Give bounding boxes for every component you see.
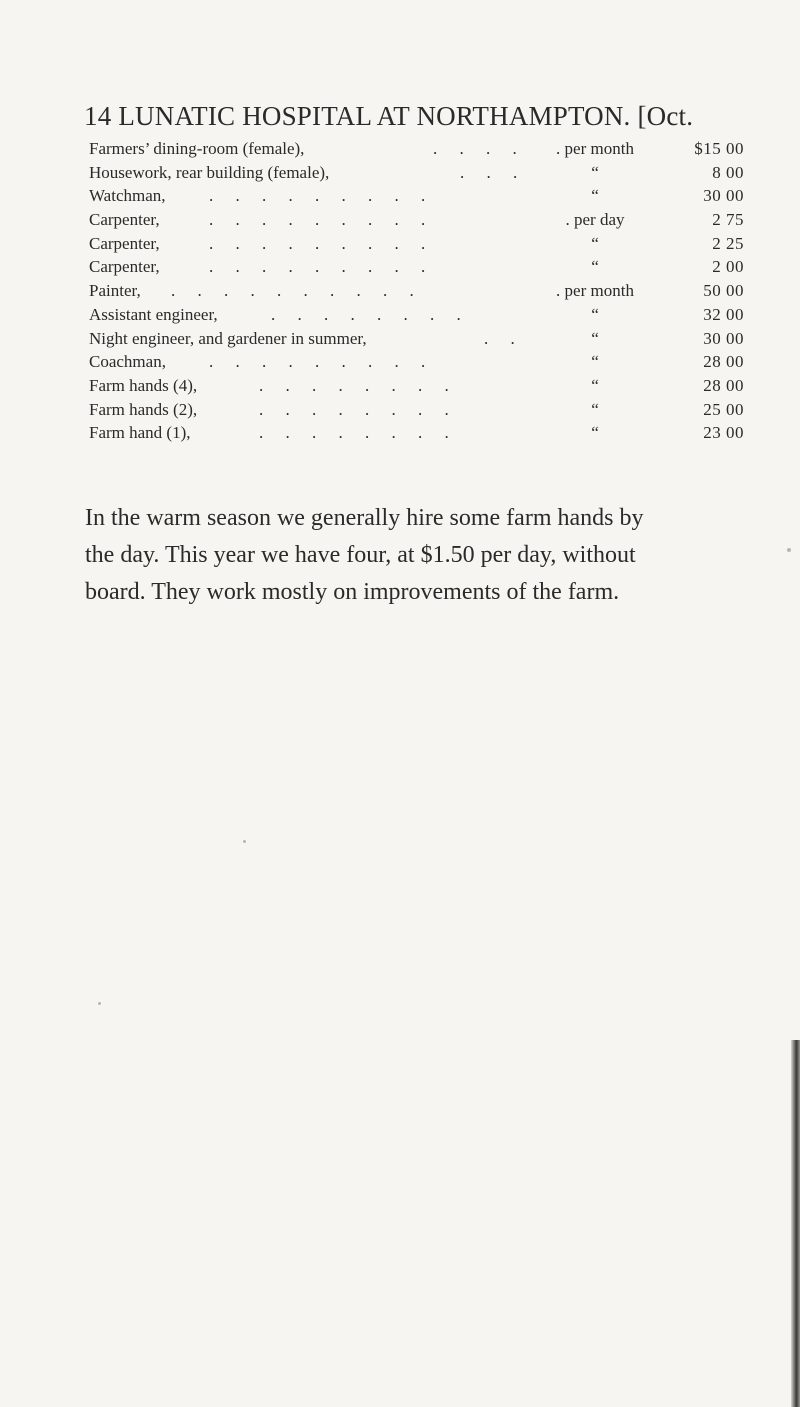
row-leader-dots: . . . . . . . . bbox=[259, 399, 458, 419]
row-rate: “ bbox=[591, 423, 599, 443]
row-amount: 50 00 bbox=[703, 281, 744, 301]
table-row bbox=[89, 255, 744, 279]
paragraph-line: the day. This year we have four, at $1.50 per day, without bbox=[85, 542, 636, 568]
row-label: Housework, rear building (female), bbox=[89, 162, 330, 182]
page-edge-shadow bbox=[791, 1040, 800, 1407]
row-rate: “ bbox=[591, 257, 599, 277]
paragraph-line: board. They work mostly on improvements of the farm. bbox=[85, 579, 620, 605]
row-label: Night engineer, and gardener in summer, bbox=[89, 328, 367, 348]
table-row bbox=[89, 279, 744, 303]
row-label: Farm hands (4), bbox=[89, 375, 198, 395]
row-amount: 2 00 bbox=[712, 257, 744, 277]
row-amount: 8 00 bbox=[712, 162, 744, 182]
table-row bbox=[89, 184, 744, 208]
row-rate: “ bbox=[591, 186, 599, 206]
row-amount: 23 00 bbox=[703, 423, 744, 443]
row-leader-dots: . . . . . . . . . bbox=[209, 352, 435, 372]
row-label: Assistant engineer, bbox=[89, 304, 218, 324]
row-leader-dots: . . . . . . . . bbox=[271, 304, 470, 324]
row-label: Carpenter, bbox=[89, 257, 160, 277]
row-rate: . per day bbox=[565, 210, 625, 230]
paper-speck bbox=[243, 840, 246, 843]
row-label: Farmers’ dining-room (female), bbox=[89, 139, 305, 158]
row-rate: “ bbox=[591, 162, 599, 182]
table-row bbox=[89, 303, 744, 327]
row-label: Carpenter, bbox=[89, 210, 160, 230]
table-row bbox=[89, 161, 744, 185]
row-label: Coachman, bbox=[89, 352, 166, 372]
row-amount: 25 00 bbox=[703, 399, 744, 419]
row-leader-dots: . . . . . . . . . . bbox=[171, 281, 423, 301]
row-rate: “ bbox=[591, 375, 599, 395]
body-paragraph bbox=[85, 500, 747, 611]
paper-speck bbox=[98, 1002, 101, 1005]
row-rate: . per month bbox=[556, 139, 634, 158]
row-leader-dots: . . . bbox=[460, 162, 527, 182]
page-title: 14 LUNATIC HOSPITAL AT NORTHAMPTON. [Oct. bbox=[84, 101, 694, 131]
row-label: Painter, bbox=[89, 281, 141, 301]
row-leader-dots: . . . . . . . . . bbox=[209, 186, 435, 206]
table-row bbox=[89, 398, 744, 422]
row-rate: “ bbox=[591, 328, 599, 348]
row-leader-dots: . . bbox=[484, 328, 524, 348]
table-row bbox=[89, 232, 744, 256]
row-leader-dots: . . . . . . . . bbox=[259, 375, 458, 395]
table-row bbox=[89, 137, 744, 161]
row-label: Farm hands (2), bbox=[89, 399, 198, 419]
row-label: Farm hand (1), bbox=[89, 423, 191, 443]
row-leader-dots: . . . . . . . . bbox=[259, 423, 458, 443]
row-rate: . per month bbox=[556, 281, 634, 301]
row-amount: $15 00 bbox=[694, 139, 744, 158]
row-rate: “ bbox=[591, 352, 599, 372]
row-amount: 30 00 bbox=[703, 186, 744, 206]
row-leader-dots: . . . . bbox=[433, 139, 526, 158]
row-amount: 28 00 bbox=[703, 375, 744, 395]
table-row bbox=[89, 208, 744, 232]
row-amount: 32 00 bbox=[703, 304, 744, 324]
wages-table bbox=[89, 137, 744, 445]
row-leader-dots: . . . . . . . . . bbox=[209, 210, 435, 230]
table-row bbox=[89, 421, 744, 445]
paragraph-line: In the warm season we generally hire some farm hands by bbox=[85, 505, 644, 531]
table-row bbox=[89, 350, 744, 374]
row-amount: 30 00 bbox=[703, 328, 744, 348]
paper-speck bbox=[787, 548, 791, 552]
table-row bbox=[89, 374, 744, 398]
row-label: Watchman, bbox=[89, 186, 166, 206]
table-row bbox=[89, 327, 744, 351]
row-rate: “ bbox=[591, 399, 599, 419]
row-amount: 2 25 bbox=[712, 233, 744, 253]
row-label: Carpenter, bbox=[89, 233, 160, 253]
row-leader-dots: . . . . . . . . . bbox=[209, 233, 435, 253]
row-amount: 2 75 bbox=[712, 210, 744, 230]
row-rate: “ bbox=[591, 304, 599, 324]
row-rate: “ bbox=[591, 233, 599, 253]
row-leader-dots: . . . . . . . . . bbox=[209, 257, 435, 277]
row-amount: 28 00 bbox=[703, 352, 744, 372]
page-header bbox=[84, 101, 744, 132]
